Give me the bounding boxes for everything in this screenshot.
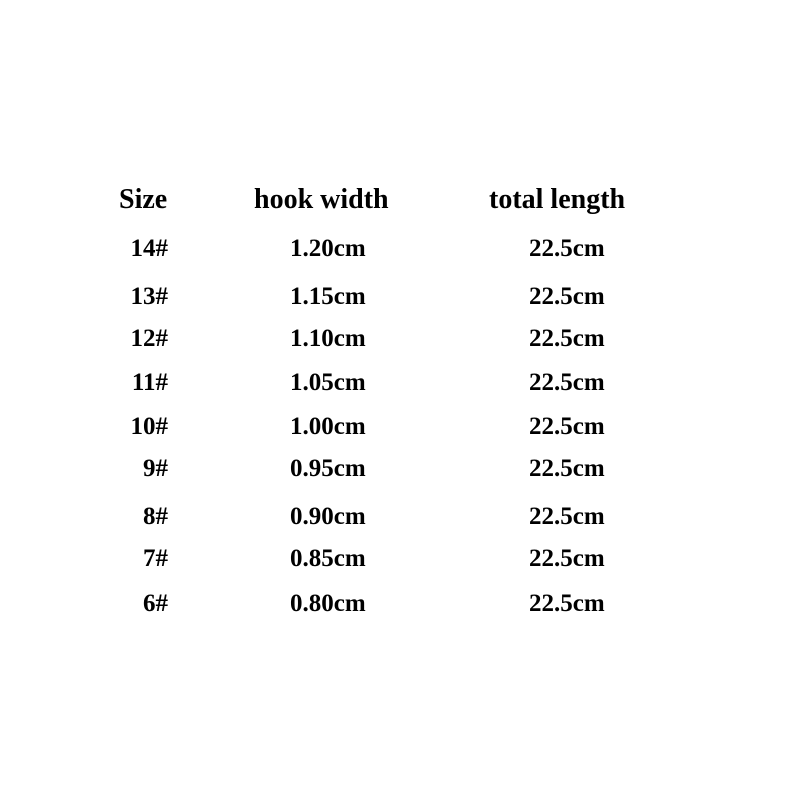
- row-total-length-cell: 22.5cm: [529, 325, 605, 352]
- row-hook-width-cell: 1.05cm: [290, 369, 366, 396]
- row-hook-width-cell: 1.10cm: [290, 325, 366, 352]
- row-size-cell: 10#: [130, 413, 168, 440]
- row-total-length-cell: 22.5cm: [529, 503, 605, 530]
- row-size-cell: 9#: [143, 455, 168, 482]
- row-total-length-cell: 22.5cm: [529, 455, 605, 482]
- row-size-cell: 6#: [143, 590, 168, 617]
- row-size-cell: 11#: [131, 369, 168, 396]
- row-total-length-cell: 22.5cm: [529, 413, 605, 440]
- row-size-cell: 8#: [143, 503, 168, 530]
- row-size-cell: 13#: [130, 283, 168, 310]
- row-hook-width-cell: 0.85cm: [290, 545, 366, 572]
- row-hook-width-cell: 0.95cm: [290, 455, 366, 482]
- row-size-cell: 12#: [130, 325, 168, 352]
- header-hook-width: hook width: [254, 184, 389, 215]
- row-total-length-cell: 22.5cm: [529, 590, 605, 617]
- row-total-length-cell: 22.5cm: [529, 369, 605, 396]
- header-total-length: total length: [489, 184, 626, 215]
- header-size: Size: [119, 184, 168, 215]
- row-size-cell: 7#: [143, 545, 168, 572]
- row-hook-width-cell: 0.80cm: [290, 590, 366, 617]
- row-total-length-cell: 22.5cm: [529, 283, 605, 310]
- row-total-length-cell: 22.5cm: [529, 235, 605, 262]
- row-hook-width-cell: 0.90cm: [290, 503, 366, 530]
- row-hook-width-cell: 1.15cm: [290, 283, 366, 310]
- row-total-length-cell: 22.5cm: [529, 545, 605, 572]
- row-size-cell: 14#: [130, 235, 168, 262]
- row-hook-width-cell: 1.00cm: [290, 413, 366, 440]
- row-hook-width-cell: 1.20cm: [290, 235, 366, 262]
